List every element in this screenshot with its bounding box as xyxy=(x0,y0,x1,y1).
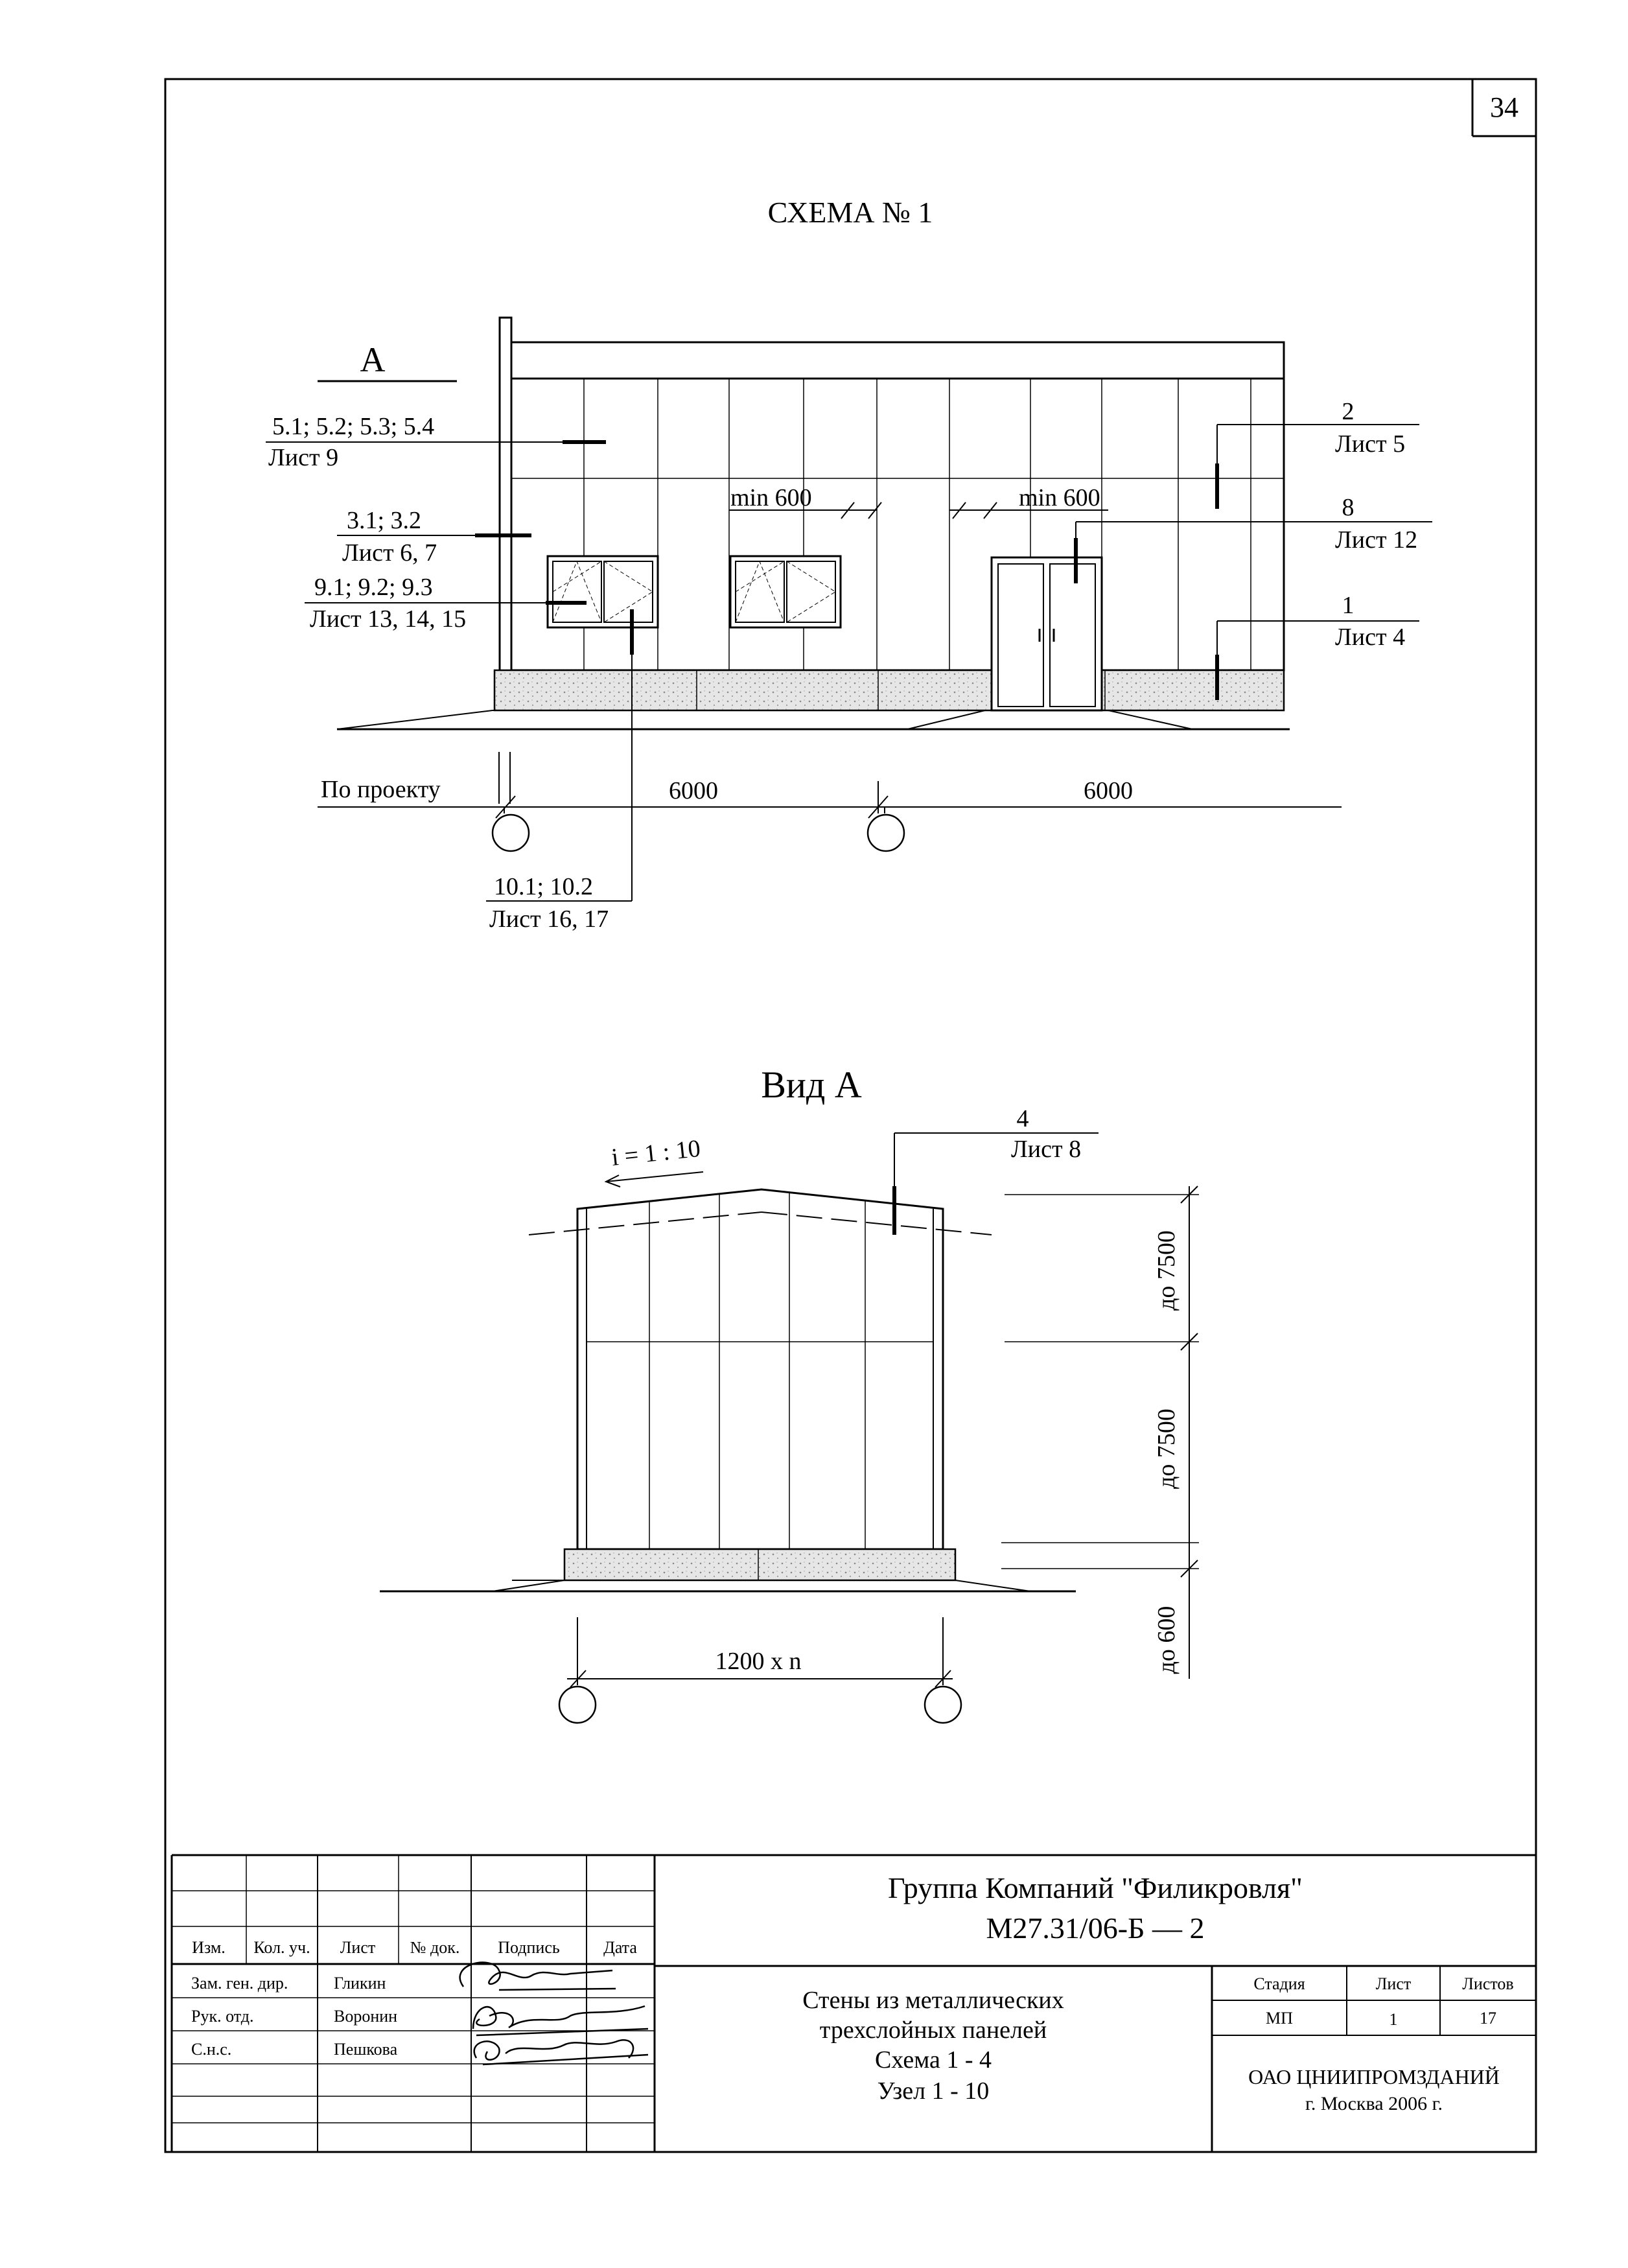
name-voronin: Воронин xyxy=(334,2007,398,2026)
header-kol-uch: Кол. уч. xyxy=(253,1938,310,1957)
description-line-3: Схема 1 - 4 xyxy=(874,2046,992,2074)
height-dim-lower: до 600 xyxy=(1153,1606,1180,1674)
window-left xyxy=(548,556,658,627)
sheets-label: Листов xyxy=(1462,1974,1514,1993)
signature-peshkova xyxy=(474,2040,648,2064)
width-dimension xyxy=(559,1617,961,1723)
window-middle xyxy=(730,556,841,627)
callout-1-ref: 1 xyxy=(1342,592,1355,619)
scheme-title: СХЕМА № 1 xyxy=(767,196,933,229)
height-dimensions xyxy=(1001,1186,1199,1679)
callout-4 xyxy=(894,1105,1099,1235)
stage-table xyxy=(1253,1974,1513,2029)
description-line-2: трехслойных панелей xyxy=(819,2017,1047,2044)
callout-9 xyxy=(305,574,587,633)
view-a-slope xyxy=(606,1135,703,1187)
role-department-head: Рук. отд. xyxy=(191,2007,254,2026)
end-wall xyxy=(380,1189,1076,1591)
view-a-title: Вид А xyxy=(761,1064,862,1106)
document-code: М27.31/06-Б — 2 xyxy=(986,1911,1205,1945)
callout-3-refs: 3.1; 3.2 xyxy=(347,507,422,534)
callout-1-sheet: Лист 4 xyxy=(1335,624,1406,651)
height-dim-middle: до 7500 xyxy=(1153,1409,1180,1489)
callout-8-sheet: Лист 12 xyxy=(1335,526,1418,554)
building-elevation xyxy=(337,318,1290,729)
height-dim-upper: до 7500 xyxy=(1153,1230,1180,1311)
header-list: Лист xyxy=(340,1938,376,1957)
stage-value: МП xyxy=(1266,2009,1293,2028)
callout-8 xyxy=(1076,494,1432,583)
callout-3-sheet: Лист 6, 7 xyxy=(342,539,437,567)
callout-5 xyxy=(266,413,606,471)
callout-9-sheet: Лист 13, 14, 15 xyxy=(310,605,467,633)
callout-2-ref: 2 xyxy=(1342,398,1355,425)
end-wall-plinth xyxy=(564,1549,955,1580)
header-signature: Подпись xyxy=(498,1938,560,1957)
callout-4-ref: 4 xyxy=(1016,1105,1029,1132)
callout-9-refs: 9.1; 9.2; 9.3 xyxy=(314,574,433,601)
min-600-dimensions xyxy=(729,484,1108,519)
title-block-roles xyxy=(191,1974,398,2059)
callout-2 xyxy=(1217,398,1419,509)
ground-line xyxy=(337,710,494,729)
min-600-right: min 600 xyxy=(1019,484,1100,511)
drawing-frame xyxy=(165,79,1536,2152)
grid-axis-marker xyxy=(925,1687,961,1723)
page-number-box xyxy=(1472,79,1536,136)
stage-label: Стадия xyxy=(1253,1974,1305,1993)
callout-8-ref: 8 xyxy=(1342,494,1355,521)
double-door xyxy=(992,557,1102,710)
width-dim-label: 1200 x n xyxy=(715,1648,802,1675)
document-description xyxy=(802,1987,1064,2105)
sheet-value: 1 xyxy=(1389,2010,1398,2029)
callout-5-refs: 5.1; 5.2; 5.3; 5.4 xyxy=(272,413,435,440)
header-izm: Изм. xyxy=(192,1938,226,1957)
name-glikin: Гликин xyxy=(334,1974,386,1993)
panel-joints xyxy=(584,379,1251,670)
grid-axis-marker xyxy=(868,815,904,851)
callout-4-sheet: Лист 8 xyxy=(1011,1136,1082,1163)
callout-10 xyxy=(486,609,632,933)
callout-3 xyxy=(337,507,531,567)
name-peshkova: Пешкова xyxy=(334,2040,398,2059)
sheets-value: 17 xyxy=(1480,2009,1496,2028)
min-600-left: min 600 xyxy=(730,484,812,511)
description-line-1: Стены из металлических xyxy=(802,1987,1064,2014)
company-name: Группа Компаний "Филикровля" xyxy=(888,1871,1303,1904)
elevation-dimensions xyxy=(318,752,1342,851)
callout-10-sheet: Лист 16, 17 xyxy=(489,906,609,933)
title-block-headers xyxy=(192,1938,637,1957)
callout-5-sheet: Лист 9 xyxy=(268,444,339,471)
plinth xyxy=(494,670,1284,710)
callout-10-refs: 10.1; 10.2 xyxy=(494,873,594,900)
view-marker-label: А xyxy=(360,340,386,379)
grid-axis-marker xyxy=(559,1687,596,1723)
dimension-left: 6000 xyxy=(669,777,718,804)
header-date: Дата xyxy=(603,1938,637,1957)
dimension-right: 6000 xyxy=(1084,777,1133,804)
organization: ОАО ЦНИИПРОМЗДАНИЙ xyxy=(1248,2065,1500,2088)
parapet xyxy=(511,342,1284,379)
callout-2-sheet: Лист 5 xyxy=(1335,430,1406,458)
role-senior-researcher: С.н.с. xyxy=(191,2040,232,2059)
view-marker-a xyxy=(318,340,457,381)
grid-axis-marker xyxy=(493,815,529,851)
signatures xyxy=(460,1963,648,2064)
header-doc-no: № док. xyxy=(410,1938,460,1957)
corner-column xyxy=(500,318,511,710)
dimension-caption: По проекту xyxy=(321,776,441,803)
city-year: г. Москва 2006 г. xyxy=(1305,2093,1443,2114)
slope-label: i = 1 : 10 xyxy=(610,1134,702,1171)
page-number: 34 xyxy=(1490,91,1518,123)
description-line-4: Узел 1 - 10 xyxy=(877,2077,990,2105)
signature-glikin xyxy=(460,1963,616,1990)
sheet-label: Лист xyxy=(1375,1974,1412,1993)
role-deputy-director: Зам. ген. дир. xyxy=(191,1974,288,1993)
